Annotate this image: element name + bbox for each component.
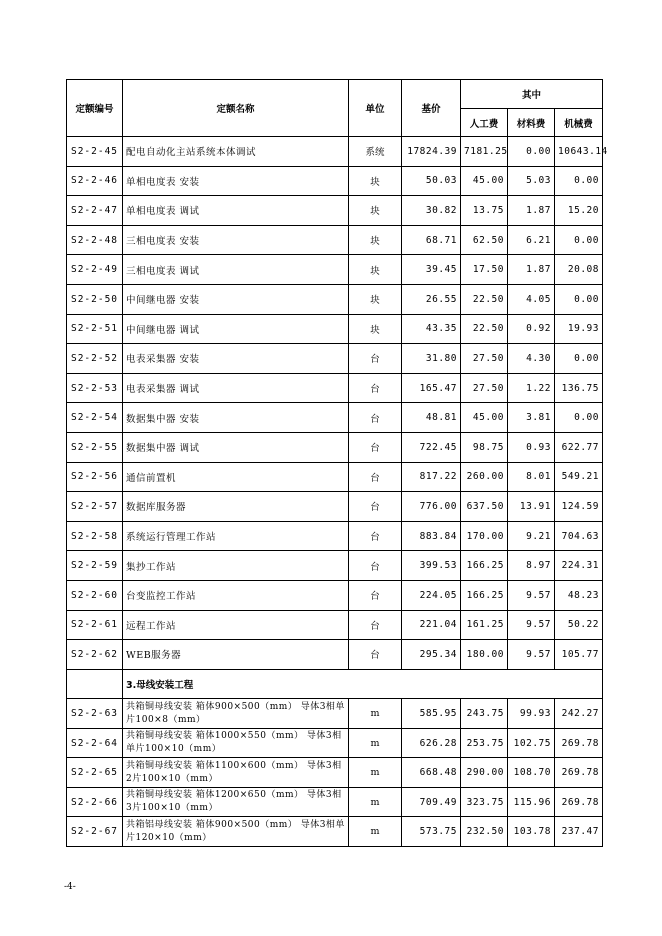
row-base-price: 883.84: [402, 521, 461, 551]
table-row: [67, 196, 603, 226]
row-material: 8.01: [508, 462, 555, 492]
row-machine: 622.77: [555, 432, 603, 462]
row-material: 103.78: [508, 817, 555, 847]
row-labor: 161.25: [461, 610, 508, 640]
row-name: 共箱铜母线安装 箱体1200×650（mm） 导体3相3片100×10（mm）: [123, 787, 349, 817]
row-machine: 549.21: [555, 462, 603, 492]
row-name: 中间继电器 安装: [123, 284, 349, 314]
row-machine: 0.00: [555, 344, 603, 374]
row-material: 0.00: [508, 137, 555, 167]
row-code: S2-2-47: [67, 196, 123, 226]
row-name: 共箱铜母线安装 箱体900×500（mm） 导体3相单片100×8（mm）: [123, 699, 349, 729]
row-name: 远程工作站: [123, 610, 349, 640]
row-unit: 台: [349, 462, 402, 492]
table-row: [67, 225, 603, 255]
row-labor: 180.00: [461, 640, 508, 670]
table-row: [67, 373, 603, 403]
row-material: 4.05: [508, 284, 555, 314]
row-base-price: 31.80: [402, 344, 461, 374]
row-machine: 124.59: [555, 492, 603, 522]
row-unit: 块: [349, 314, 402, 344]
row-name: 三相电度表 调试: [123, 255, 349, 285]
row-labor: 290.00: [461, 758, 508, 788]
row-unit: 块: [349, 196, 402, 226]
row-code: S2-2-66: [67, 787, 123, 817]
row-material: 0.92: [508, 314, 555, 344]
row-name: 数据集中器 调试: [123, 432, 349, 462]
row-machine: 242.27: [555, 699, 603, 729]
section-title-text: 母线安装工程: [136, 679, 194, 691]
row-labor: 17.50: [461, 255, 508, 285]
table-row: [67, 787, 603, 817]
row-machine: 704.63: [555, 521, 603, 551]
section-title: [123, 669, 603, 699]
table-row: [67, 432, 603, 462]
section-row: [67, 669, 603, 699]
row-code: S2-2-52: [67, 344, 123, 374]
row-base-price: 399.53: [402, 551, 461, 581]
row-base-price: 39.45: [402, 255, 461, 285]
row-name: 配电自动化主站系统本体调试: [123, 137, 349, 167]
row-unit: 系统: [349, 137, 402, 167]
quota-table: [66, 79, 608, 847]
row-code: S2-2-54: [67, 403, 123, 433]
row-code: S2-2-64: [67, 728, 123, 758]
row-name: 系统运行管理工作站: [123, 521, 349, 551]
row-code: S2-2-59: [67, 551, 123, 581]
row-code: S2-2-45: [67, 137, 123, 167]
row-machine: 50.22: [555, 610, 603, 640]
row-machine: 10643.14: [555, 137, 603, 167]
row-material: 13.91: [508, 492, 555, 522]
row-machine: 224.31: [555, 551, 603, 581]
table-row: [67, 610, 603, 640]
row-labor: 27.50: [461, 344, 508, 374]
row-name: 三相电度表 安装: [123, 225, 349, 255]
row-code: S2-2-49: [67, 255, 123, 285]
row-machine: 237.47: [555, 817, 603, 847]
row-machine: 269.78: [555, 728, 603, 758]
row-name: 电表采集器 调试: [123, 373, 349, 403]
table-row: [67, 403, 603, 433]
row-labor: 232.50: [461, 817, 508, 847]
row-material: 9.57: [508, 640, 555, 670]
row-material: 5.03: [508, 166, 555, 196]
row-machine: 20.08: [555, 255, 603, 285]
row-code: S2-2-63: [67, 699, 123, 729]
row-unit: m: [349, 758, 402, 788]
header-of-which: 其中: [461, 80, 603, 109]
row-unit: 台: [349, 640, 402, 670]
header-machine: 机械费: [555, 109, 603, 137]
row-code: S2-2-46: [67, 166, 123, 196]
table-row: [67, 284, 603, 314]
row-name: 共箱铜母线安装 箱体1000×550（mm） 导体3相单片100×10（mm）: [123, 728, 349, 758]
row-code: S2-2-50: [67, 284, 123, 314]
row-labor: 637.50: [461, 492, 508, 522]
row-base-price: 626.28: [402, 728, 461, 758]
table-row: [67, 314, 603, 344]
row-machine: 105.77: [555, 640, 603, 670]
row-machine: 48.23: [555, 580, 603, 610]
row-labor: 13.75: [461, 196, 508, 226]
row-material: 4.30: [508, 344, 555, 374]
row-unit: m: [349, 787, 402, 817]
table-row: [67, 521, 603, 551]
row-material: 3.81: [508, 403, 555, 433]
row-unit: 台: [349, 373, 402, 403]
row-labor: 260.00: [461, 462, 508, 492]
row-material: 9.21: [508, 521, 555, 551]
row-code: S2-2-51: [67, 314, 123, 344]
table-row: [67, 640, 603, 670]
header-unit: 单位: [349, 80, 402, 137]
row-machine: 269.78: [555, 787, 603, 817]
row-base-price: 165.47: [402, 373, 461, 403]
row-labor: 22.50: [461, 314, 508, 344]
row-labor: 27.50: [461, 373, 508, 403]
row-code: S2-2-62: [67, 640, 123, 670]
row-labor: 45.00: [461, 166, 508, 196]
row-material: 0.93: [508, 432, 555, 462]
row-machine: 269.78: [555, 758, 603, 788]
row-unit: 台: [349, 521, 402, 551]
row-unit: 台: [349, 344, 402, 374]
row-unit: 台: [349, 403, 402, 433]
row-code: S2-2-57: [67, 492, 123, 522]
row-base-price: 26.55: [402, 284, 461, 314]
row-unit: m: [349, 699, 402, 729]
row-name: 电表采集器 安装: [123, 344, 349, 374]
table-row: [67, 699, 603, 729]
table-row: [67, 344, 603, 374]
table-row: [67, 580, 603, 610]
row-name: 单相电度表 调试: [123, 196, 349, 226]
row-machine: 15.20: [555, 196, 603, 226]
table-row: [67, 255, 603, 285]
table-row: [67, 551, 603, 581]
row-base-price: 573.75: [402, 817, 461, 847]
row-base-price: 48.81: [402, 403, 461, 433]
row-material: 8.97: [508, 551, 555, 581]
row-name: 中间继电器 调试: [123, 314, 349, 344]
row-material: 9.57: [508, 580, 555, 610]
row-labor: 243.75: [461, 699, 508, 729]
row-name: 数据集中器 安装: [123, 403, 349, 433]
row-base-price: 295.34: [402, 640, 461, 670]
row-material: 1.87: [508, 255, 555, 285]
row-base-price: 221.04: [402, 610, 461, 640]
row-name: 共箱铝母线安装 箱体900×500（mm） 导体3相单片120×10（mm）: [123, 817, 349, 847]
header-material: 材料费: [508, 109, 555, 137]
row-base-price: 17824.39: [402, 137, 461, 167]
header-labor: 人工费: [461, 109, 508, 137]
row-unit: 台: [349, 580, 402, 610]
row-labor: 45.00: [461, 403, 508, 433]
row-name: 台变监控工作站: [123, 580, 349, 610]
row-name: 单相电度表 安装: [123, 166, 349, 196]
row-code: S2-2-60: [67, 580, 123, 610]
row-base-price: 50.03: [402, 166, 461, 196]
table-row: [67, 492, 603, 522]
table-row: [67, 728, 603, 758]
row-labor: 98.75: [461, 432, 508, 462]
row-labor: 323.75: [461, 787, 508, 817]
row-material: 115.96: [508, 787, 555, 817]
row-code: S2-2-56: [67, 462, 123, 492]
row-code: S2-2-53: [67, 373, 123, 403]
row-unit: 台: [349, 610, 402, 640]
row-material: 1.22: [508, 373, 555, 403]
table-row: [67, 137, 603, 167]
row-machine: 0.00: [555, 284, 603, 314]
row-machine: 0.00: [555, 225, 603, 255]
row-code: S2-2-55: [67, 432, 123, 462]
row-base-price: 68.71: [402, 225, 461, 255]
row-material: 6.21: [508, 225, 555, 255]
row-name: 集抄工作站: [123, 551, 349, 581]
row-unit: 块: [349, 225, 402, 255]
header-name: 定额名称: [123, 80, 349, 137]
row-unit: 台: [349, 432, 402, 462]
row-base-price: 224.05: [402, 580, 461, 610]
row-base-price: 668.48: [402, 758, 461, 788]
row-code: S2-2-65: [67, 758, 123, 788]
section-prefix: 3.: [126, 679, 137, 691]
row-machine: 0.00: [555, 166, 603, 196]
row-labor: 253.75: [461, 728, 508, 758]
row-name: 数据库服务器: [123, 492, 349, 522]
row-unit: m: [349, 817, 402, 847]
header-base-price: 基价: [402, 80, 461, 137]
row-unit: 块: [349, 255, 402, 285]
row-name: 通信前置机: [123, 462, 349, 492]
row-material: 9.57: [508, 610, 555, 640]
row-unit: m: [349, 728, 402, 758]
page-number: -4-: [64, 882, 76, 892]
row-base-price: 776.00: [402, 492, 461, 522]
row-unit: 台: [349, 551, 402, 581]
row-code: S2-2-48: [67, 225, 123, 255]
row-code: S2-2-67: [67, 817, 123, 847]
row-base-price: 709.49: [402, 787, 461, 817]
row-material: 108.70: [508, 758, 555, 788]
row-name: WEB服务器: [123, 640, 349, 670]
row-labor: 170.00: [461, 521, 508, 551]
row-unit: 块: [349, 284, 402, 314]
row-labor: 62.50: [461, 225, 508, 255]
row-machine: 0.00: [555, 403, 603, 433]
row-labor: 7181.25: [461, 137, 508, 167]
table-row: [67, 462, 603, 492]
row-code: S2-2-58: [67, 521, 123, 551]
row-material: 99.93: [508, 699, 555, 729]
row-labor: 166.25: [461, 580, 508, 610]
row-unit: 台: [349, 492, 402, 522]
row-unit: 块: [349, 166, 402, 196]
row-labor: 22.50: [461, 284, 508, 314]
table-row: [67, 817, 603, 847]
table-row: [67, 758, 603, 788]
row-labor: 166.25: [461, 551, 508, 581]
row-base-price: 43.35: [402, 314, 461, 344]
row-material: 1.87: [508, 196, 555, 226]
row-name: 共箱铜母线安装 箱体1100×600（mm） 导体3相2片100×10（mm）: [123, 758, 349, 788]
row-base-price: 817.22: [402, 462, 461, 492]
row-machine: 136.75: [555, 373, 603, 403]
row-material: 102.75: [508, 728, 555, 758]
row-base-price: 30.82: [402, 196, 461, 226]
row-code: S2-2-61: [67, 610, 123, 640]
row-base-price: 585.95: [402, 699, 461, 729]
row-base-price: 722.45: [402, 432, 461, 462]
row-machine: 19.93: [555, 314, 603, 344]
table-row: [67, 166, 603, 196]
header-code: 定额编号: [67, 80, 123, 137]
